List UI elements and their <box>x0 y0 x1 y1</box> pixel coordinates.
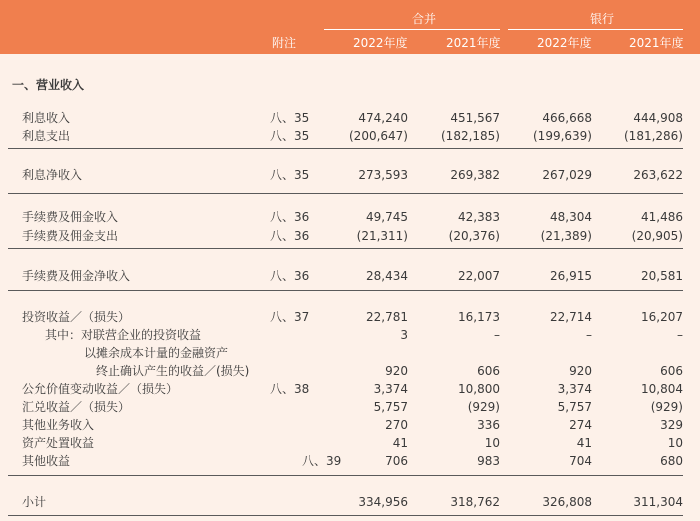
table-row <box>0 309 700 326</box>
value-consolidated-2021: 269,382 <box>450 168 500 182</box>
header-bank-2021: 2021年度 <box>629 36 684 50</box>
value-bank-2022: 274 <box>569 418 592 432</box>
value-consolidated-2021: 22,007 <box>458 269 500 283</box>
row-note: 八、38 <box>270 382 310 396</box>
row-label: 利息净收入 <box>22 168 83 182</box>
section-title: 一、营业收入 <box>12 78 85 92</box>
value-bank-2022: 326,808 <box>542 495 592 509</box>
value-consolidated-2021: 983 <box>477 454 500 468</box>
value-consolidated-2021: 451,567 <box>450 111 500 125</box>
row-note: 八、35 <box>270 168 310 182</box>
row-label: 手续费及佣金支出 <box>22 229 119 243</box>
section-divider <box>8 193 683 194</box>
row-label: 投资收益／（损失） <box>22 310 131 324</box>
row-label: 终止确认产生的收益／(损失) <box>96 364 250 378</box>
value-consolidated-2021: 16,173 <box>458 310 500 324</box>
row-note: 八、36 <box>270 229 310 243</box>
value-bank-2021: 606 <box>660 364 683 378</box>
table-row <box>0 327 700 344</box>
value-consolidated-2021: 10,800 <box>458 382 500 396</box>
value-bank-2022: (199,639) <box>533 129 592 143</box>
table-row <box>0 381 700 398</box>
value-bank-2022: 22,714 <box>550 310 592 324</box>
row-label: 利息收入 <box>22 111 71 125</box>
value-bank-2022: 3,374 <box>557 382 592 396</box>
value-bank-2021: 263,622 <box>633 168 683 182</box>
table-row <box>0 453 700 470</box>
value-consolidated-2021: (182,185) <box>441 129 500 143</box>
section-divider <box>8 248 683 249</box>
row-label: 其他收益 <box>22 454 71 468</box>
value-bank-2021: 311,304 <box>633 495 683 509</box>
header-consolidated-2022: 2022年度 <box>353 36 408 50</box>
value-bank-2021: 41,486 <box>641 210 683 224</box>
value-bank-2022: 48,304 <box>550 210 592 224</box>
value-consolidated-2022: 334,956 <box>358 495 408 509</box>
value-consolidated-2021: (929) <box>467 400 500 414</box>
value-consolidated-2021: 606 <box>477 364 500 378</box>
table-row <box>0 167 700 184</box>
row-label: 其他业务收入 <box>22 418 95 432</box>
value-consolidated-2022: 5,757 <box>373 400 408 414</box>
section-divider <box>8 475 683 476</box>
row-label: 资产处置收益 <box>22 436 95 450</box>
value-bank-2022: 920 <box>569 364 592 378</box>
table-header <box>0 0 700 54</box>
value-bank-2021: – <box>677 328 683 342</box>
table-row <box>0 435 700 452</box>
value-bank-2021: 329 <box>660 418 683 432</box>
row-label: 以摊余成本计量的金融资产 <box>84 346 229 360</box>
row-label: 利息支出 <box>22 129 71 143</box>
row-label: 手续费及佣金净收入 <box>22 269 131 283</box>
value-bank-2021: 16,207 <box>641 310 683 324</box>
header-divider-consolidated <box>324 29 500 30</box>
value-bank-2022: 26,915 <box>550 269 592 283</box>
value-consolidated-2022: 474,240 <box>358 111 408 125</box>
value-consolidated-2022: 273,593 <box>358 168 408 182</box>
value-bank-2021: 444,908 <box>633 111 683 125</box>
row-label: 公允价值变动收益／（损失） <box>22 382 179 396</box>
value-bank-2022: (21,389) <box>540 229 592 243</box>
subtotal-row <box>0 494 700 511</box>
row-label: 小计 <box>22 495 47 509</box>
row-note: 八、37 <box>270 310 310 324</box>
table-row <box>0 268 700 285</box>
value-bank-2021: (181,286) <box>624 129 683 143</box>
value-consolidated-2021: 318,762 <box>450 495 500 509</box>
value-consolidated-2022: 920 <box>385 364 408 378</box>
table-row <box>0 399 700 416</box>
value-consolidated-2021: – <box>494 328 500 342</box>
value-bank-2021: 10 <box>667 436 683 450</box>
value-consolidated-2021: 10 <box>484 436 500 450</box>
value-bank-2022: 267,029 <box>542 168 592 182</box>
value-consolidated-2022: (200,647) <box>349 129 408 143</box>
value-consolidated-2022: 3 <box>400 328 408 342</box>
value-bank-2022: 704 <box>569 454 592 468</box>
row-note: 八、36 <box>270 269 310 283</box>
table-row <box>0 110 700 127</box>
table-row <box>0 417 700 434</box>
value-bank-2021: (20,905) <box>631 229 683 243</box>
header-note: 附注 <box>272 36 297 50</box>
row-note: 八、39 <box>302 454 342 468</box>
value-bank-2021: 680 <box>660 454 683 468</box>
header-consolidated-2021: 2021年度 <box>446 36 501 50</box>
header-bank-2022: 2022年度 <box>537 36 592 50</box>
row-note: 八、36 <box>270 210 310 224</box>
header-bank: 银行 <box>590 12 615 26</box>
row-label: 手续费及佣金收入 <box>22 210 119 224</box>
row-note: 八、35 <box>270 111 310 125</box>
value-consolidated-2022: (21,311) <box>356 229 408 243</box>
row-label: 汇兑收益／（损失） <box>22 400 131 414</box>
section-divider <box>8 148 683 149</box>
table-row <box>0 128 700 145</box>
value-bank-2022: – <box>586 328 592 342</box>
value-consolidated-2022: 49,745 <box>366 210 408 224</box>
header-consolidated: 合并 <box>412 12 437 26</box>
value-consolidated-2022: 22,781 <box>366 310 408 324</box>
value-bank-2022: 41 <box>576 436 592 450</box>
value-consolidated-2022: 41 <box>392 436 408 450</box>
section-divider <box>8 290 683 291</box>
value-consolidated-2021: 336 <box>477 418 500 432</box>
table-row <box>0 209 700 226</box>
value-consolidated-2022: 3,374 <box>373 382 408 396</box>
value-consolidated-2022: 706 <box>385 454 408 468</box>
value-bank-2021: 20,581 <box>641 269 683 283</box>
value-bank-2022: 466,668 <box>542 111 592 125</box>
table-row <box>0 363 700 380</box>
value-consolidated-2022: 270 <box>385 418 408 432</box>
header-divider-bank <box>508 29 683 30</box>
value-bank-2021: 10,804 <box>641 382 683 396</box>
bottom-divider <box>8 515 683 516</box>
value-consolidated-2022: 28,434 <box>366 269 408 283</box>
value-bank-2022: 5,757 <box>557 400 592 414</box>
value-consolidated-2021: (20,376) <box>448 229 500 243</box>
table-row <box>0 345 700 362</box>
row-label: 其中：对联营企业的投资收益 <box>45 328 202 342</box>
value-consolidated-2021: 42,383 <box>458 210 500 224</box>
table-row <box>0 228 700 245</box>
value-bank-2021: (929) <box>650 400 683 414</box>
row-note: 八、35 <box>270 129 310 143</box>
